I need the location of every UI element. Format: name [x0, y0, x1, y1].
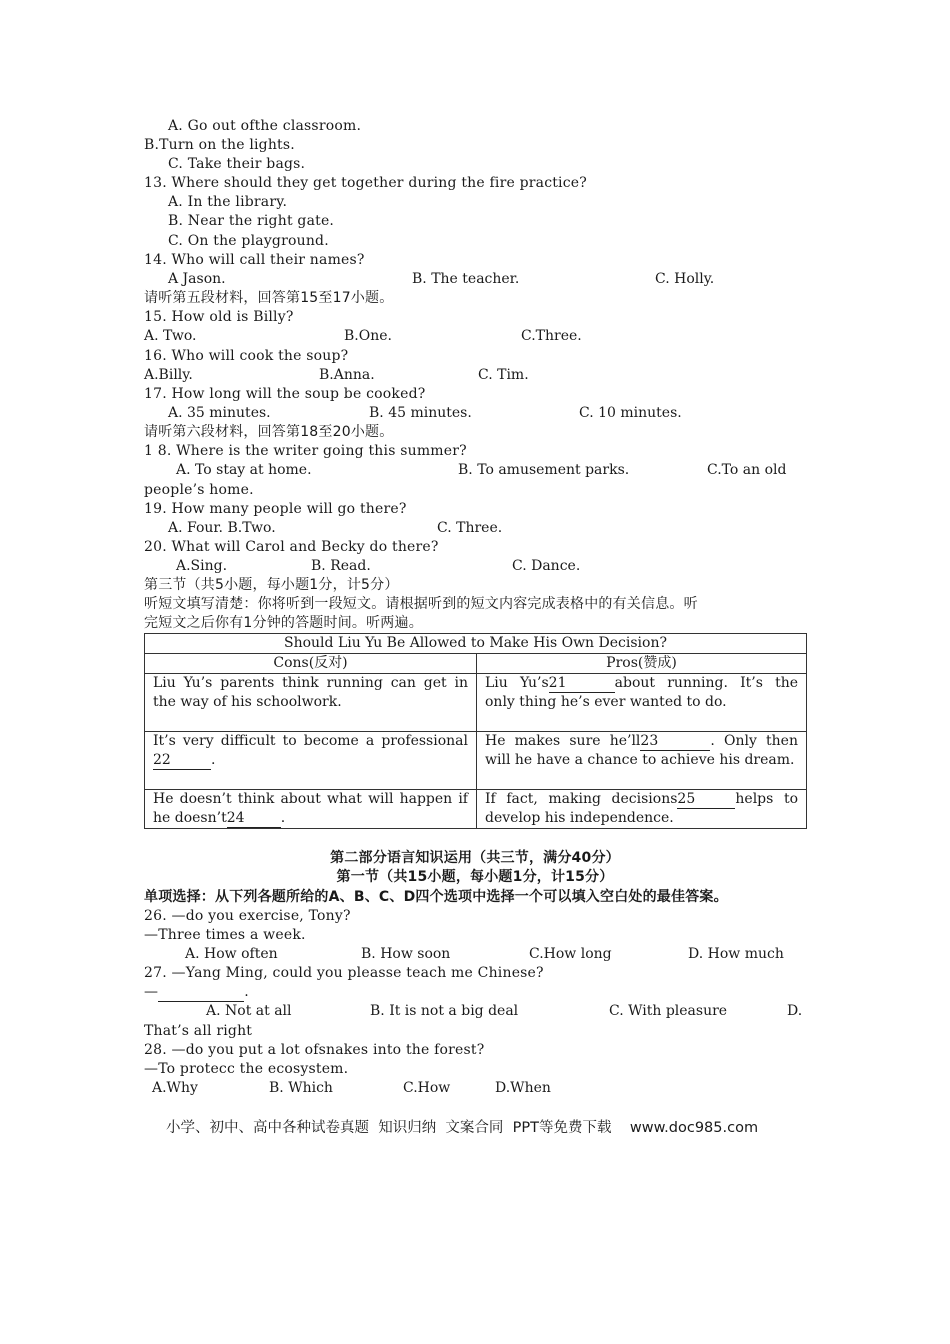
q16-option-a: A.Billy.	[144, 367, 193, 383]
q26-option-d: D. How much	[688, 946, 784, 962]
q13-option-a: A. In the library.	[168, 194, 288, 210]
blank-24[interactable]: 24	[227, 810, 281, 828]
q27-stem: 27. —Yang Ming, could you pleasse teach me Chinese?	[144, 965, 544, 981]
q18-option-c-continued: people’s home.	[144, 482, 254, 498]
row2-cons-text-before: It’s very difficult to become a professional	[153, 733, 468, 749]
q17-option-b: B. 45 minutes.	[369, 405, 472, 421]
q26-reply: —Three times a week.	[144, 927, 306, 943]
q27-option-d-continued: That’s all right	[144, 1023, 253, 1039]
q12-option-c: C. Take their bags.	[168, 156, 306, 172]
q17-option-c: C. 10 minutes.	[579, 405, 682, 421]
row1-pros-text-after: about running. It’s the only thing he’s ever wanted to do.	[485, 675, 798, 710]
q15-stem: 15. How old is Billy?	[144, 309, 294, 325]
q12-option-b: B.Turn on the lights.	[144, 137, 295, 153]
q28-option-c: C.How	[403, 1080, 451, 1096]
q27-option-a: A. Not at all	[206, 1003, 292, 1019]
info-table	[144, 633, 807, 829]
section-3-instruction-line1: 听短文填写清楚：你将听到一段短文。请根据听到的短文内容完成表格中的有关信息。听	[144, 596, 698, 612]
q19-options-ab: A. Four. B.Two.	[168, 520, 276, 536]
q18-stem: 1 8. Where is the writer going this summer?	[144, 443, 467, 459]
row3-pros-text-after: helps to develop his independence.	[485, 791, 798, 826]
q28-option-a: A.Why	[152, 1080, 198, 1096]
row2-pros-text-before: He makes sure he’ll	[485, 733, 641, 749]
row2-pros-text-after: . Only then will he have a chance to achieve his dream.	[485, 733, 798, 768]
q17-option-a: A. 35 minutes.	[168, 405, 271, 421]
q16-option-b: B.Anna.	[319, 367, 375, 383]
page-footer: 小学、初中、高中各种试卷真题 知识归纳 文案合同 PPT等免费下载 www.doc985.com	[166, 1120, 759, 1136]
blank-25[interactable]: 25	[677, 791, 735, 809]
table-row	[145, 790, 807, 829]
q13-option-c: C. On the playground.	[168, 233, 329, 249]
q26-option-c: C.How long	[529, 946, 612, 962]
q18-option-b: B. To amusement parks.	[458, 462, 630, 478]
row3-pros-text-before: If fact, making decisions	[485, 791, 678, 807]
section-3-title: 第三节（共5小题，每小题1分，计5分）	[144, 577, 399, 593]
q19-option-c: C. Three.	[437, 520, 503, 536]
row1-pros	[477, 674, 807, 732]
section-5-heading: 请听第五段材料，回答第15至17小题。	[144, 290, 394, 306]
row3-pros	[477, 790, 807, 829]
part-2-instruction: 单项选择：从下列各题所给的A、B、C、D四个选项中选择一个可以填入空白处的最佳答案。	[144, 889, 728, 905]
q28-stem: 28. —do you put a lot ofsnakes into the forest?	[144, 1042, 485, 1058]
table-row	[145, 674, 807, 732]
q16-stem: 16. Who will cook the soup?	[144, 348, 349, 364]
row1-cons: Liu Yu’s parents think running can get in the way of his schoolwork.	[145, 674, 477, 732]
q14-option-c: C. Holly.	[655, 271, 715, 287]
q26-stem: 26. —do you exercise, Tony?	[144, 908, 351, 924]
q17-stem: 17. How long will the soup be cooked?	[144, 386, 426, 402]
q28-option-b: B. Which	[269, 1080, 333, 1096]
q26-option-a: A. How often	[185, 946, 278, 962]
q27-reply-dash: —	[144, 984, 159, 1000]
q20-stem: 20. What will Carol and Becky do there?	[144, 539, 439, 555]
q28-option-d: D.When	[495, 1080, 551, 1096]
part-2-section-1-title: 第一节（共15小题，每小题1分，计15分）	[336, 869, 614, 885]
row3-cons-text-before: He doesn’t think about what will happen if he doesn’t	[153, 791, 468, 826]
row2-pros	[477, 732, 807, 790]
q18-option-a: A. To stay at home.	[176, 462, 312, 478]
q27-reply	[144, 983, 249, 1002]
q14-option-b: B. The teacher.	[412, 271, 520, 287]
cons-header: Cons(反对)	[145, 654, 477, 674]
section-6-heading: 请听第六段材料，回答第18至20小题。	[144, 424, 394, 440]
q26-option-b: B. How soon	[361, 946, 451, 962]
row1-pros-text-before: Liu Yu’s	[485, 675, 549, 691]
q16-option-c: C. Tim.	[478, 367, 529, 383]
section-3-instruction-line2: 完短文之后你有1分钟的答题时间。听两遍。	[144, 615, 423, 631]
table-row	[145, 732, 807, 790]
q12-option-a: A. Go out ofthe classroom.	[168, 118, 362, 134]
q20-option-b: B. Read.	[311, 558, 371, 574]
q27-answer-blank[interactable]	[158, 984, 244, 1002]
q13-option-b: B. Near the right gate.	[168, 213, 335, 229]
blank-21[interactable]: 21	[549, 675, 615, 693]
q18-option-c: C.To an old	[707, 462, 787, 478]
blank-22[interactable]: 22	[153, 752, 211, 770]
q27-option-d: D.	[787, 1003, 803, 1019]
row2-cons	[145, 732, 477, 790]
q15-option-a: A. Two.	[144, 328, 197, 344]
q15-option-c: C.Three.	[521, 328, 582, 344]
q19-stem: 19. How many people will go there?	[144, 501, 407, 517]
q20-option-a: A.Sing.	[176, 558, 228, 574]
q14-stem: 14. Who will call their names?	[144, 252, 365, 268]
q15-option-b: B.One.	[344, 328, 392, 344]
part-2-title: 第二部分语言知识运用（共三节，满分40分）	[330, 850, 620, 866]
q27-option-c: C. With pleasure	[609, 1003, 728, 1019]
q27-reply-end: .	[244, 984, 249, 1000]
table-title: Should Liu Yu Be Allowed to Make His Own Decision?	[145, 634, 807, 654]
row3-cons-text-after: .	[280, 810, 286, 826]
q27-option-b: B. It is not a big deal	[370, 1003, 519, 1019]
row2-cons-text-after: .	[211, 752, 216, 768]
q20-option-c: C. Dance.	[512, 558, 581, 574]
blank-23[interactable]: 23	[640, 733, 710, 751]
q14-option-a: A Jason.	[168, 271, 226, 287]
pros-header: Pros(赞成)	[477, 654, 807, 674]
row3-cons	[145, 790, 477, 829]
q13-stem: 13. Where should they get together during the fire practice?	[144, 175, 587, 191]
q28-reply: —To protecc the ecosystem.	[144, 1061, 349, 1077]
